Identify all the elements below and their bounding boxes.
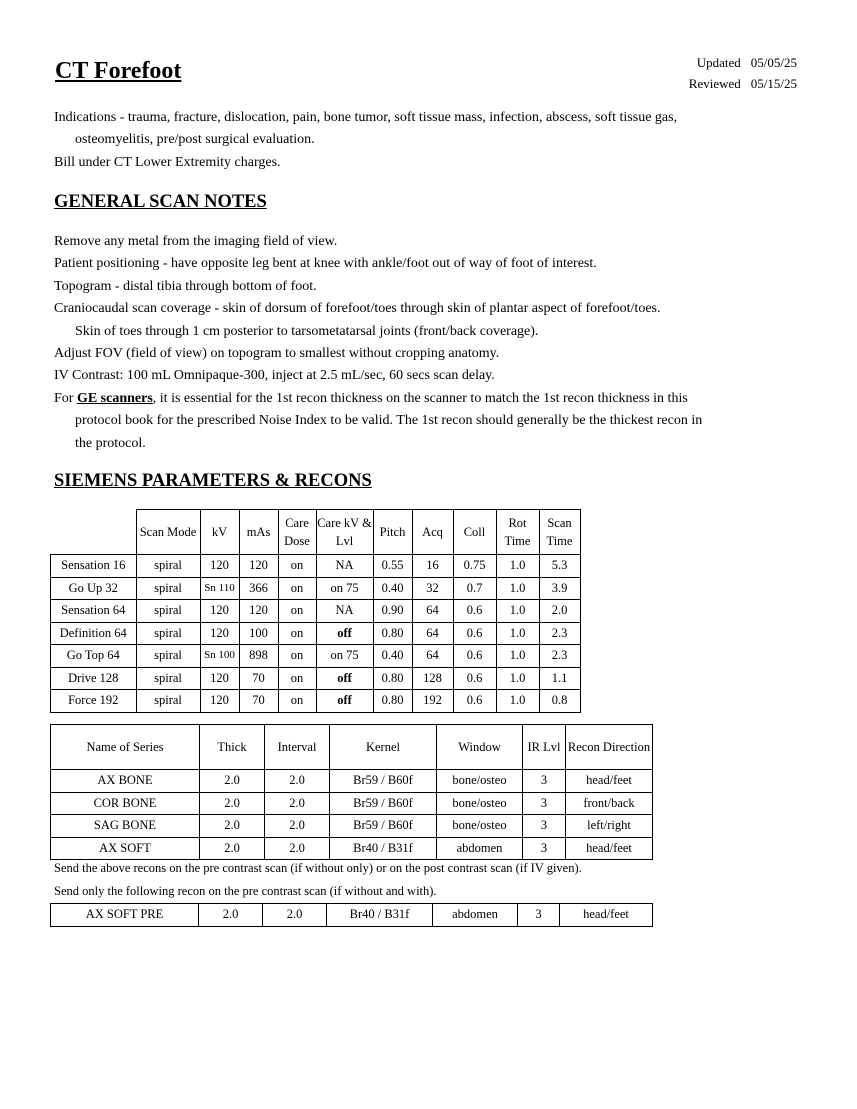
note-contrast: IV Contrast: 100 mL Omnipaque-300, inject at 2.5 mL/sec, 60 secs scan delay. — [54, 368, 495, 384]
table-cell: 100 — [239, 622, 278, 645]
table-cell: NA — [316, 600, 373, 623]
table-cell: 0.90 — [373, 600, 412, 623]
table-cell: 120 — [239, 600, 278, 623]
table-cell: 120 — [200, 555, 239, 578]
table-cell: NA — [316, 555, 373, 578]
table-cell: 3 — [523, 815, 566, 838]
table-cell: 70 — [239, 667, 278, 690]
billing-text: Bill under CT Lower Extremity charges. — [54, 154, 281, 170]
row-label-cell: Drive 128 — [51, 667, 137, 690]
note-ge-cont2: the protocol. — [75, 435, 146, 451]
table-cell: abdomen — [433, 904, 518, 927]
table-cell: 3 — [523, 770, 566, 793]
blank-corner-cell — [51, 510, 137, 555]
col-header: IR Lvl — [523, 725, 566, 770]
note-ge-bold: GE scanners — [76, 390, 153, 406]
table-cell: 366 — [239, 577, 278, 600]
recons-header-row — [51, 725, 653, 770]
table-cell: 2.0 — [539, 600, 580, 623]
table-cell: 70 — [239, 690, 278, 713]
table-cell: spiral — [136, 667, 200, 690]
table-cell: 5.3 — [539, 555, 580, 578]
col-header: Coll — [453, 510, 496, 555]
reviewed-date: 05/15/25 — [750, 76, 797, 91]
table-cell: 120 — [200, 622, 239, 645]
col-header: Scan Time — [539, 510, 580, 555]
table-cell: 0.80 — [373, 690, 412, 713]
row-label-cell: Go Up 32 — [51, 577, 137, 600]
table-cell: 2.0 — [200, 815, 265, 838]
table-cell: 2.0 — [200, 792, 265, 815]
intro-section — [54, 107, 794, 174]
col-header: kV — [200, 510, 239, 555]
col-header: mAs — [239, 510, 278, 555]
table-cell: bone/osteo — [437, 792, 523, 815]
table-cell: head/feet — [560, 904, 653, 927]
table-cell: 0.80 — [373, 622, 412, 645]
table-cell: spiral — [136, 600, 200, 623]
table-cell: spiral — [136, 622, 200, 645]
table-cell: 0.40 — [373, 645, 412, 668]
col-header: Scan Mode — [136, 510, 200, 555]
table-cell: 0.6 — [453, 690, 496, 713]
table-cell: Br59 / B60f — [330, 815, 437, 838]
table-row — [51, 815, 653, 838]
col-header: Care kV & Lvl — [316, 510, 373, 555]
table-cell: 32 — [412, 577, 453, 600]
table-cell: 64 — [412, 645, 453, 668]
table-row — [51, 904, 653, 927]
reviewed-label: Reviewed — [688, 76, 741, 91]
table-cell: on — [278, 667, 316, 690]
note-metal: Remove any metal from the imaging field of view. — [54, 234, 338, 249]
table-cell: spiral — [136, 577, 200, 600]
table-cell: front/back — [566, 792, 653, 815]
table-cell: 2.3 — [539, 622, 580, 645]
col-header: Window — [437, 725, 523, 770]
table-cell: 1.0 — [496, 577, 539, 600]
siemens-parameters-table — [50, 509, 581, 713]
siemens-header-row — [51, 510, 581, 555]
table-row — [51, 837, 653, 860]
table-cell: 3 — [518, 904, 560, 927]
table-cell: Br59 / B60f — [330, 770, 437, 793]
row-label-cell: AX SOFT — [51, 837, 200, 860]
table-cell: on — [278, 555, 316, 578]
col-header: Thick — [200, 725, 265, 770]
table-cell: off — [316, 690, 373, 713]
table-cell: head/feet — [566, 770, 653, 793]
table-cell: 3.9 — [539, 577, 580, 600]
table-cell: 0.7 — [453, 577, 496, 600]
general-notes-section — [54, 231, 794, 455]
col-header: Name of Series — [51, 725, 200, 770]
table-cell: 2.0 — [265, 792, 330, 815]
table-cell: 3 — [523, 837, 566, 860]
table-cell: 120 — [200, 667, 239, 690]
table-cell: 0.6 — [453, 645, 496, 668]
table-cell: head/feet — [566, 837, 653, 860]
table-cell: 0.6 — [453, 600, 496, 623]
table-row — [51, 690, 581, 713]
table-cell: on — [278, 622, 316, 645]
table-cell: 16 — [412, 555, 453, 578]
indications-text-cont: osteomyelitis, pre/post surgical evaluation. — [75, 132, 315, 148]
table-row — [51, 622, 581, 645]
table-cell: 0.8 — [539, 690, 580, 713]
note-ge-rest: , it is essential for the 1st recon thickness on the scanner to match the 1st recon thickness in this — [152, 390, 688, 406]
table-cell: spiral — [136, 555, 200, 578]
table-cell: 3 — [523, 792, 566, 815]
table-cell: spiral — [136, 690, 200, 713]
table-cell: 0.40 — [373, 577, 412, 600]
page-title: CT Forefoot — [55, 58, 182, 84]
table-cell: 1.0 — [496, 690, 539, 713]
row-label-cell: COR BONE — [51, 792, 200, 815]
table-cell: 192 — [412, 690, 453, 713]
table-cell: 2.0 — [200, 837, 265, 860]
col-header: Kernel — [330, 725, 437, 770]
table-cell: 1.0 — [496, 555, 539, 578]
note-ge-cont1: protocol book for the prescribed Noise Index to be valid. The 1st recon should generally be the thickest recon in — [75, 413, 703, 429]
table-cell: 2.0 — [265, 815, 330, 838]
row-label-cell: AX SOFT PRE — [51, 904, 199, 927]
table-cell: 0.80 — [373, 667, 412, 690]
table-cell: 0.75 — [453, 555, 496, 578]
table-cell: 1.0 — [496, 645, 539, 668]
recons-table — [50, 724, 653, 860]
note-coverage-cont: Skin of toes through 1 cm posterior to tarsometatarsal joints (front/back coverage). — [75, 323, 539, 339]
table-cell: on — [278, 577, 316, 600]
table-cell: on — [278, 600, 316, 623]
table-cell: bone/osteo — [437, 815, 523, 838]
table-cell: 0.6 — [453, 622, 496, 645]
pre-contrast-recon-table — [50, 903, 653, 927]
table-cell: 64 — [412, 622, 453, 645]
table-cell: Sn 100 — [200, 645, 239, 668]
table-cell: 1.0 — [496, 622, 539, 645]
note-ge-for: For — [54, 390, 77, 406]
table-row — [51, 577, 581, 600]
table-cell: off — [316, 622, 373, 645]
table-cell: 1.0 — [496, 600, 539, 623]
table-cell: bone/osteo — [437, 770, 523, 793]
col-header: Recon Direction — [566, 725, 653, 770]
revision-dates — [689, 52, 797, 94]
col-header: Acq — [412, 510, 453, 555]
table-cell: 2.0 — [265, 837, 330, 860]
table-row — [51, 667, 581, 690]
table-cell: 2.0 — [199, 904, 263, 927]
table-cell: Br40 / B31f — [330, 837, 437, 860]
table-cell: off — [316, 667, 373, 690]
table-cell: spiral — [136, 645, 200, 668]
table-row — [51, 792, 653, 815]
table-cell: Sn 110 — [200, 577, 239, 600]
col-header: Care Dose — [278, 510, 316, 555]
col-header: Interval — [265, 725, 330, 770]
table-cell: 0.6 — [453, 667, 496, 690]
note-coverage: Craniocaudal scan coverage - skin of dorsum of forefoot/toes through skin of plantar aspect of forefoot/toes. — [54, 301, 661, 317]
table-cell: 2.3 — [539, 645, 580, 668]
col-header: Rot Time — [496, 510, 539, 555]
table-cell: left/right — [566, 815, 653, 838]
table-cell: 898 — [239, 645, 278, 668]
note-topogram: Topogram - distal tibia through bottom of foot. — [54, 278, 317, 294]
row-label-cell: AX BONE — [51, 770, 200, 793]
table-cell: 128 — [412, 667, 453, 690]
table-cell: 2.0 — [263, 904, 327, 927]
table-cell: on — [278, 690, 316, 713]
row-label-cell: SAG BONE — [51, 815, 200, 838]
table-cell: on — [278, 645, 316, 668]
table-cell: 0.55 — [373, 555, 412, 578]
recon-note-1: Send the above recons on the pre contrast scan (if without only) or on the post contrast scan (if IV given). — [54, 861, 582, 875]
general-notes-heading: GENERAL SCAN NOTES — [54, 192, 267, 212]
table-cell: 64 — [412, 600, 453, 623]
updated-date: 05/05/25 — [750, 55, 797, 70]
row-label-cell: Sensation 16 — [51, 555, 137, 578]
table-cell: Br59 / B60f — [330, 792, 437, 815]
note-ge — [54, 388, 794, 410]
recon-note-2: Send only the following recon on the pre contrast scan (if without and with). — [54, 884, 437, 898]
row-label-cell: Definition 64 — [51, 622, 137, 645]
row-label-cell: Go Top 64 — [51, 645, 137, 668]
table-row — [51, 645, 581, 668]
table-cell: 2.0 — [200, 770, 265, 793]
note-fov: Adjust FOV (field of view) on topogram to smallest without cropping anatomy. — [54, 346, 500, 362]
table-cell: 1.1 — [539, 667, 580, 690]
siemens-heading: SIEMENS PARAMETERS & RECONS — [54, 471, 372, 491]
table-row — [51, 770, 653, 793]
table-cell: 1.0 — [496, 667, 539, 690]
row-label-cell: Force 192 — [51, 690, 137, 713]
table-cell: on 75 — [316, 645, 373, 668]
table-row — [51, 600, 581, 623]
table-cell: 2.0 — [265, 770, 330, 793]
table-cell: abdomen — [437, 837, 523, 860]
table-cell: on 75 — [316, 577, 373, 600]
table-cell: 120 — [200, 600, 239, 623]
table-cell: 120 — [200, 690, 239, 713]
row-label-cell: Sensation 64 — [51, 600, 137, 623]
updated-label: Updated — [696, 55, 741, 70]
table-cell: Br40 / B31f — [327, 904, 433, 927]
table-cell: 120 — [239, 555, 278, 578]
indications-text: Indications - trauma, fracture, dislocation, pain, bone tumor, soft tissue mass, infection, abscess, soft tissue gas, — [54, 110, 678, 125]
note-positioning: Patient positioning - have opposite leg bent at knee with ankle/foot out of way of foot of interest. — [54, 256, 597, 272]
col-header: Pitch — [373, 510, 412, 555]
table-row — [51, 555, 581, 578]
